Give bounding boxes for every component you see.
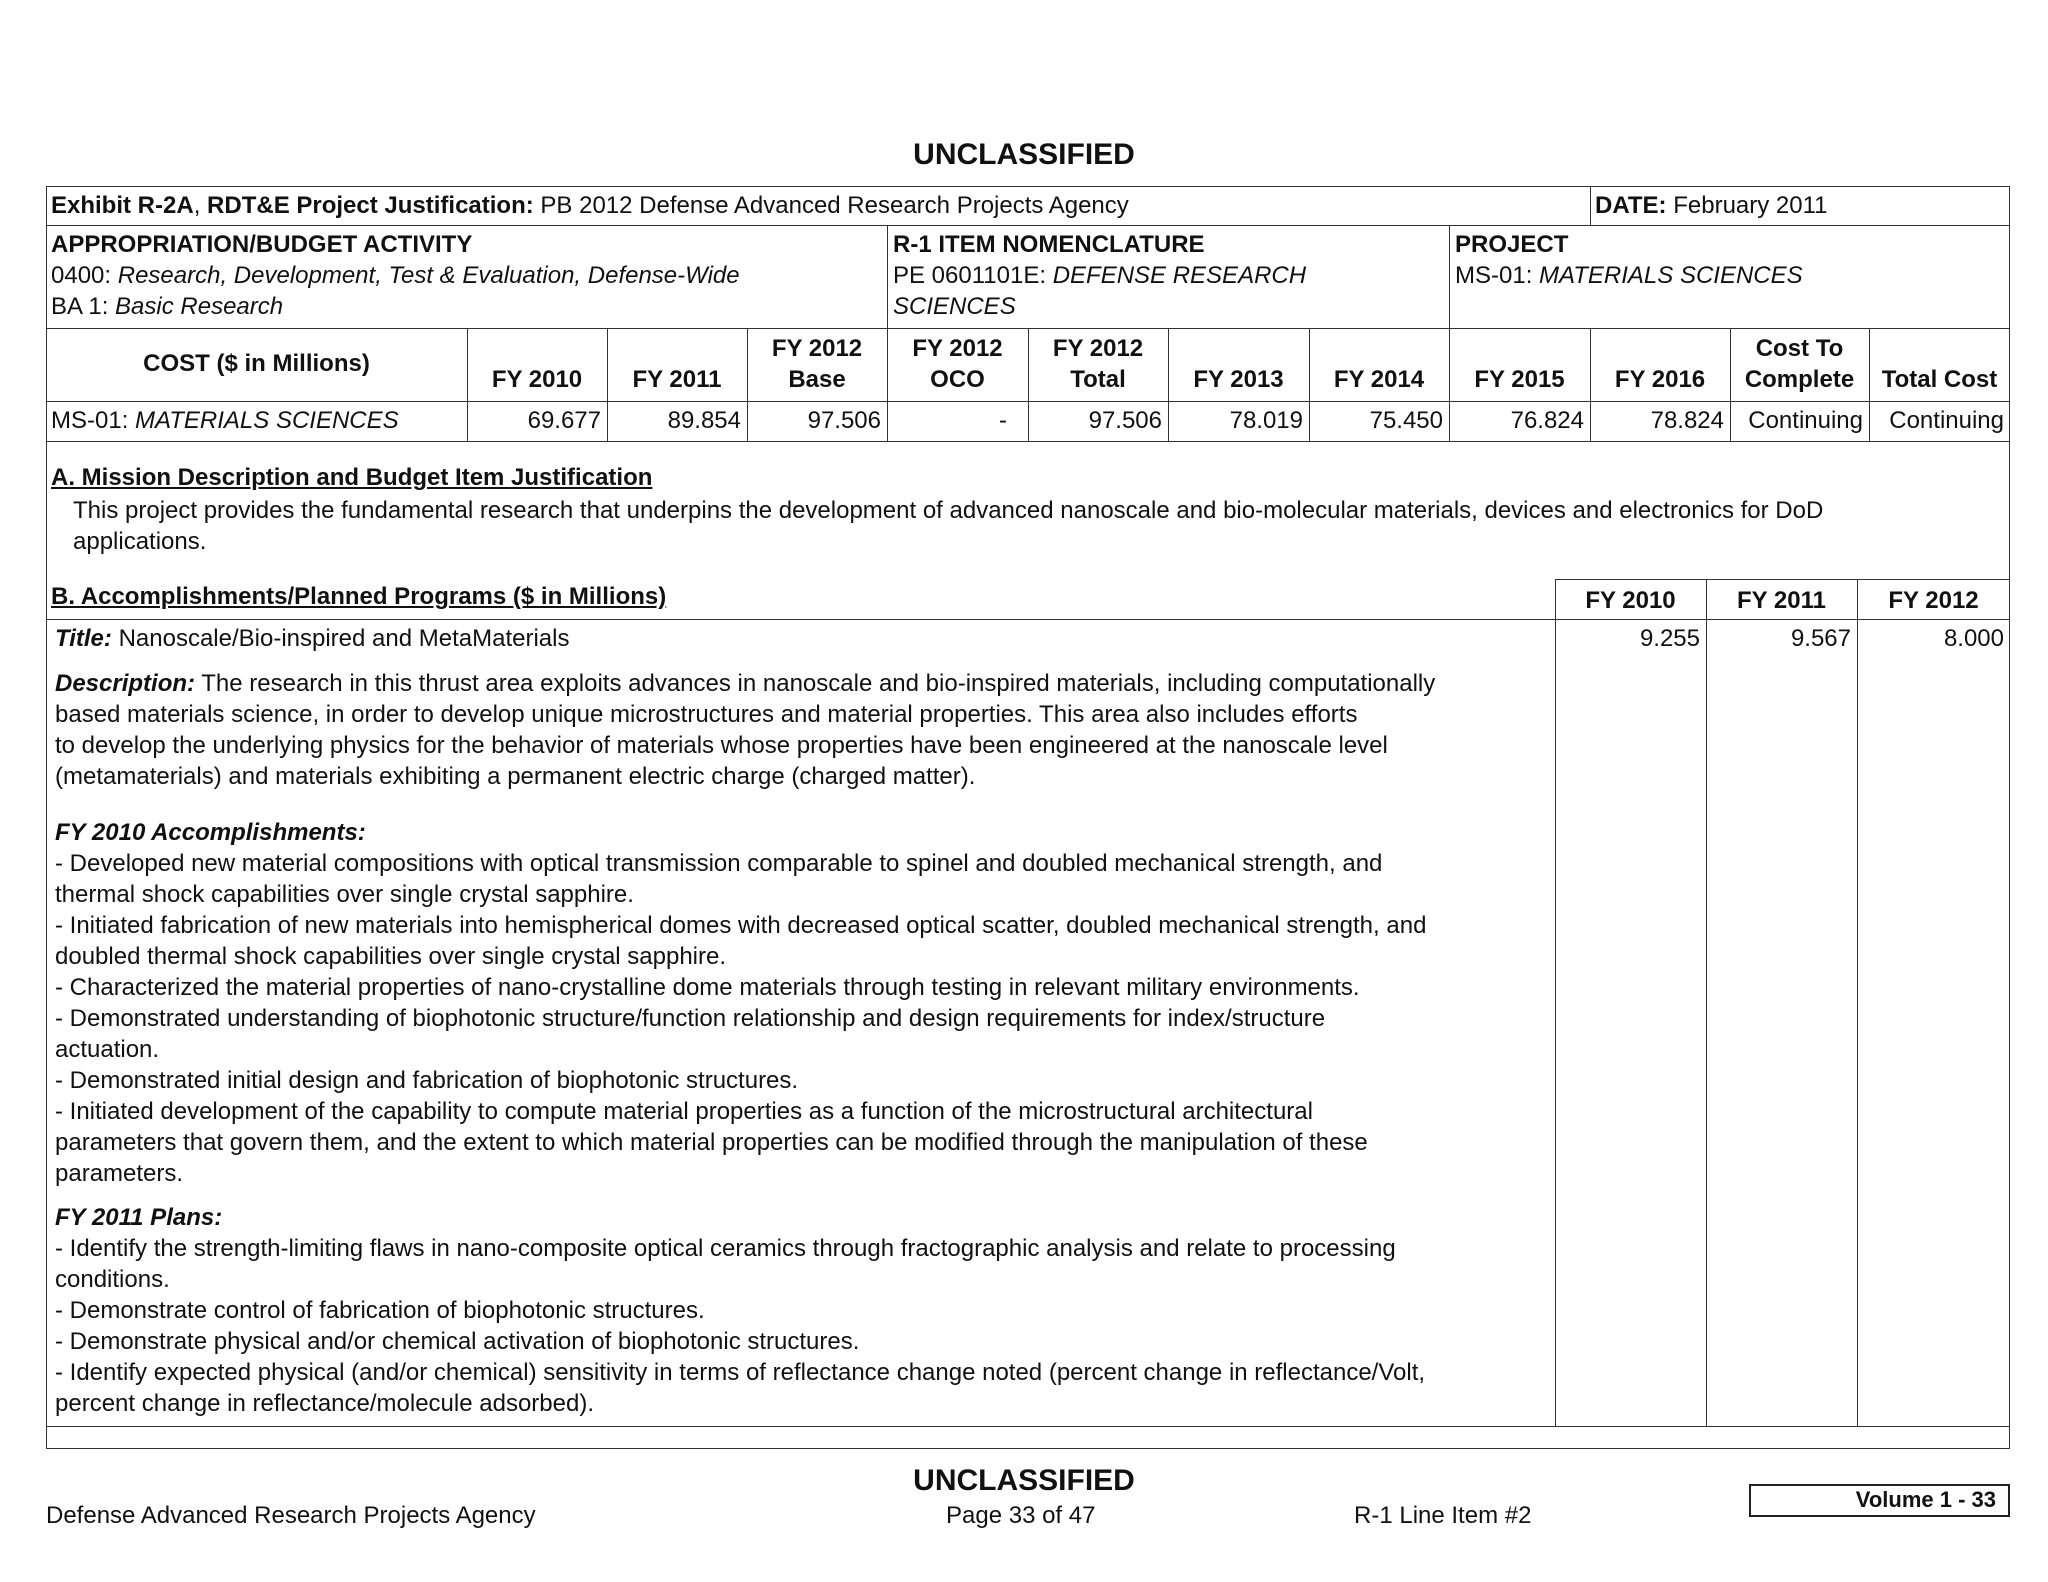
appropriation-label: APPROPRIATION/BUDGET ACTIVITY [51,231,473,258]
description-line: (metamaterials) and materials exhibiting a permanent electric charge (charged matter). [55,763,976,790]
column-header-top: Cost To [1755,335,1844,362]
fy2010-line: parameters. [55,1160,184,1187]
project-label: PROJECT [1455,231,1569,258]
cost-column-header [1309,333,1449,395]
divider [1590,186,1591,225]
fy2010-line: parameters that govern them, and the extent to which material properties can be modified through the manipulation of these [55,1129,1368,1156]
program-column-header: FY 2012 [1888,587,1979,614]
exhibit-date [1595,190,1828,221]
cost-column-header [1449,333,1590,395]
fy2011-line: percent change in reflectance/molecule adsorbed). [55,1390,594,1417]
r1-label: R-1 ITEM NOMENCLATURE [893,231,1205,258]
description-line: to develop the underlying physics for the behavior of materials whose properties have been engineered at the nanoscale level [55,732,1388,759]
fy2011-line: - Demonstrate control of fabrication of biophotonic structures. [55,1297,705,1324]
cost-row-name: MATERIALS SCIENCES [135,407,399,434]
r1-name-1: DEFENSE RESEARCH [1052,262,1307,289]
cost-value: 78.824 [1650,407,1724,434]
column-header-bottom: Total [1070,366,1126,393]
divider [1555,579,2010,580]
title-value: Nanoscale/Bio-inspired and MetaMaterials [111,625,570,652]
cost-value: Continuing [1889,407,2004,434]
date-label: DATE: [1595,192,1667,219]
classification-bottom: UNCLASSIFIED [913,1464,1135,1497]
column-header-top [1309,333,1449,364]
fy2010-line: - Initiated fabrication of new materials into hemispherical domes with decreased optical scatter, doubled mechanical strength, and [55,912,1427,939]
section-a-text: This project provides the fundamental research that underpins the development of advanced nanoscale and bio-molecular materials, devices and electronics for DoD [73,497,1824,524]
cost-column-header [747,333,887,395]
project-code: MS-01: [1455,262,1540,289]
budget-activity-code: BA 1: [51,293,116,320]
footer-line-item: R-1 Line Item #2 [1354,1502,1532,1529]
exhibit-type: RDT&E Project Justification: [207,192,534,219]
divider [46,441,2010,442]
r1-name-2: SCIENCES [893,293,1016,320]
program-value: 9.567 [1790,625,1851,652]
divider [46,1426,2010,1427]
column-header-bottom: FY 2016 [1614,366,1706,393]
fy2011-line: - Identify expected physical (and/or chemical) sensitivity in terms of reflectance change noted (percent change in reflectance/Volt, [55,1359,1426,1386]
description-line: based materials science, in order to develop unique microstructures and material properties. This area also includes efforts [55,701,1358,728]
column-header-top [607,333,747,364]
description-line [55,668,1435,699]
column-header-bottom: Total Cost [1881,366,1998,393]
cost-column-header [1730,333,1869,395]
date-value: February 2011 [1666,192,1828,219]
program-column-header: FY 2011 [1737,587,1826,614]
exhibit-label: Exhibit R-2A [51,192,194,219]
title-label: Title: [55,625,112,652]
column-header-top [1449,333,1590,364]
column-header-top [467,333,607,364]
volume-box: Volume 1 - 33 [1749,1484,2010,1517]
section-b-heading: B. Accomplishments/Planned Programs ($ in Millions) [51,583,667,610]
cost-value: 75.450 [1369,407,1443,434]
appropriation-line-1 [51,260,740,291]
program-title [55,623,569,654]
r1-line-1 [893,260,1306,291]
fy2010-line: - Characterized the material properties of nano-crystalline dome materials through testing in relevant military environments. [55,974,1360,1001]
cost-header: COST ($ in Millions) [143,350,370,377]
appropriation-code: 0400: [51,262,118,289]
divider [1449,225,1450,328]
fy2010-line: - Demonstrated initial design and fabrication of biophotonic structures. [55,1067,799,1094]
cost-value: 69.677 [527,407,601,434]
divider [1706,579,1707,1426]
column-header-bottom: Complete [1744,366,1855,393]
cost-column-header [1028,333,1168,395]
exhibit-value: PB 2012 Defense Advanced Research Projects Agency [533,192,1129,219]
cost-column-header [607,333,747,395]
cost-row-code: MS-01: [51,407,136,434]
cost-column-header [887,333,1028,395]
column-header-bottom: FY 2015 [1474,366,1565,393]
description-text: The research in this thrust area exploits advances in nanoscale and bio-inspired materials, including computationally [195,670,1436,697]
cost-value: 89.854 [667,407,741,434]
divider [1857,579,1858,1426]
project-name: MATERIALS SCIENCES [1539,262,1803,289]
divider [887,225,888,328]
fy2010-line: doubled thermal shock capabilities over single crystal sapphire. [55,943,727,970]
program-column-header: FY 2010 [1585,587,1676,614]
column-header-bottom: FY 2013 [1193,366,1284,393]
fy2010-line: - Initiated development of the capability to compute material properties as a function of the microstructural architectural [55,1098,1313,1125]
fy2010-line: - Demonstrated understanding of biophotonic structure/function relationship and design requirements for index/structure [55,1005,1326,1032]
column-header-top: FY 2012 [771,335,863,362]
fy2011-line: - Demonstrate physical and/or chemical activation of biophotonic structures. [55,1328,860,1355]
column-header-top [1168,333,1309,364]
project-line [1455,260,1803,291]
column-header-bottom: FY 2011 [632,366,722,393]
cost-value: 97.506 [1088,407,1162,434]
fy2010-line: thermal shock capabilities over single crystal sapphire. [55,881,634,908]
program-value: 9.255 [1639,625,1700,652]
column-header-top: FY 2012 [912,335,1003,362]
cost-value: 76.824 [1510,407,1584,434]
footer-agency: Defense Advanced Research Projects Agency [46,1502,536,1529]
cost-column-header [1869,333,2010,395]
cost-column-header [467,333,607,395]
column-header-top [1869,333,2010,364]
budget-activity-line [51,291,283,322]
column-header-bottom: FY 2010 [491,366,583,393]
fy2010-line: - Developed new material compositions with optical transmission comparable to spinel and doubled mechanical strength, and [55,850,1383,877]
classification-top: UNCLASSIFIED [913,138,1135,171]
appropriation-name: Research, Development, Test & Evaluation, Defense-Wide [117,262,740,289]
cost-value: 78.019 [1229,407,1303,434]
fy2011-heading: FY 2011 Plans: [55,1204,223,1231]
budget-activity-name: Basic Research [115,293,284,320]
divider [46,619,2010,620]
fy2010-line: actuation. [55,1036,160,1063]
cost-column-header [1590,333,1730,395]
divider [46,225,2010,226]
column-header-bottom: OCO [930,366,985,393]
description-label: Description: [55,670,196,697]
cost-row-label [51,405,399,436]
footer-page-number: Page 33 of 47 [946,1502,1096,1529]
fy2011-line: - Identify the strength-limiting flaws in nano-composite optical ceramics through fractographic analysis and relate to processing [55,1235,1396,1262]
r1-code: PE 0601101E: [893,262,1053,289]
fy2011-line: conditions. [55,1266,170,1293]
section-a-text: applications. [73,528,207,555]
column-header-bottom: FY 2014 [1333,366,1425,393]
column-header-top [1590,333,1730,364]
program-value: 8.000 [1943,625,2004,652]
cost-value: 97.506 [807,407,881,434]
column-header-top: FY 2012 [1052,335,1144,362]
section-a-heading: A. Mission Description and Budget Item Justification [51,464,653,491]
fy2010-heading: FY 2010 Accomplishments: [55,819,366,846]
exhibit-separator: , [193,192,208,219]
exhibit-title [51,190,1129,221]
cost-column-header [1168,333,1309,395]
column-header-bottom: Base [788,366,846,393]
divider [1555,579,1556,1426]
cost-value: - [999,407,1007,434]
cost-value: Continuing [1748,407,1863,434]
